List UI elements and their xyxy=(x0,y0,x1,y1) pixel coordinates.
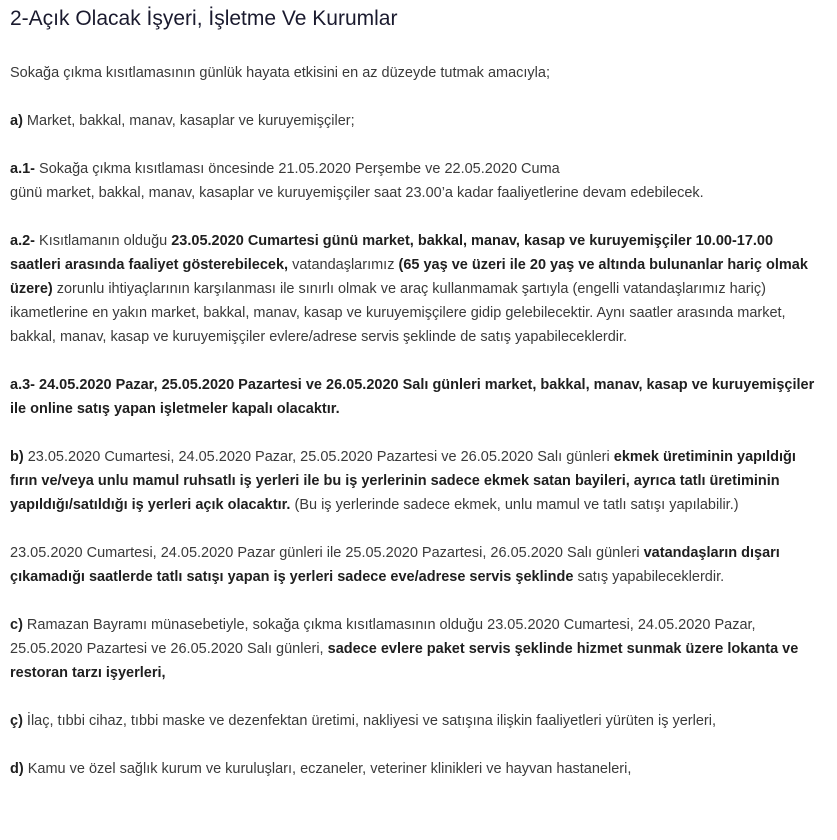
item-a2-text-3: zorunlu ihtiyaçlarının karşılanması ile sınırlı olmak ve araç kullanmamak şartıyla (engelli vatandaşlarımız hariç) ikametlerine en yakın market, bakkal, manav, kasap ve kuruyemişçilere gidip gelebilecektir. Aynı saatler arasında market, bakkal, manav, kasap ve kuruyemişçiler evlere/adrese servis şeklinde de satış yapabileceklerdir. xyxy=(10,281,786,345)
item-d xyxy=(10,757,827,781)
intro-paragraph: Sokağa çıkma kısıtlamasının günlük hayata etkisini en az düzeyde tutmak amacıyla; xyxy=(10,65,550,81)
spacer xyxy=(10,421,827,445)
item-c-text-1: Ramazan Bayramı münasebetiyle, sokağa çıkma kısıtlamasının olduğu 23.05.2020 Cumartesi, 24.05.2020 Pazar, 25.05.2020 Pazartesi ve 26.05.2020 Salı günleri, xyxy=(10,617,756,657)
spacer xyxy=(10,517,827,541)
item-a1-label: a.1- xyxy=(10,161,35,177)
item-c-bold-1: sadece evlere paket servis şeklinde hizmet sunmak üzere lokanta ve restoran tarzı işyerleri, xyxy=(10,641,799,681)
item-a xyxy=(10,109,827,133)
spacer xyxy=(10,685,827,709)
item-a2 xyxy=(10,229,827,349)
spacer xyxy=(10,589,827,613)
spacer xyxy=(10,205,827,229)
item-c-cedilla xyxy=(10,709,827,733)
item-a2-bold-2: (65 yaş ve üzeri ile 20 yaş ve altında bulunanlar hariç olmak üzere) xyxy=(10,257,808,297)
item-b-extra-text-2: satış yapabileceklerdir. xyxy=(573,569,725,585)
item-a-label: a) xyxy=(10,113,23,129)
item-c xyxy=(10,613,827,685)
item-d-text: Kamu ve özel sağlık kurum ve kuruluşları, eczaneler, veteriner klinikleri ve hayvan hastaneleri, xyxy=(23,761,632,777)
spacer xyxy=(10,349,827,373)
item-b-extra xyxy=(10,541,827,589)
item-a3 xyxy=(10,373,827,421)
item-b-text-2: (Bu iş yerlerinde sadece ekmek, unlu mamul ve tatlı satışı yapılabilir.) xyxy=(290,497,739,513)
item-b-label: b) xyxy=(10,449,24,465)
item-c-cedilla-label: ç) xyxy=(10,713,23,729)
item-a1 xyxy=(10,157,827,205)
item-d-label: d) xyxy=(10,761,24,777)
spacer xyxy=(10,85,827,109)
item-b xyxy=(10,445,827,517)
item-b-extra-text-1: 23.05.2020 Cumartesi, 24.05.2020 Pazar günleri ile 25.05.2020 Pazartesi, 26.05.2020 Salı günleri xyxy=(10,545,644,561)
item-a1-line1: Sokağa çıkma kısıtlaması öncesinde 21.05.2020 Perşembe ve 22.05.2020 Cuma xyxy=(35,161,560,177)
item-b-bold-1: ekmek üretiminin yapıldığı fırın ve/veya unlu mamul ruhsatlı iş yerleri ile bu iş yerlerinin sadece ekmek satan bayileri, ayrıca tatlı üretiminin yapıldığı/satıldığı iş yerleri açık olacaktır. xyxy=(10,449,796,513)
item-c-label: c) xyxy=(10,617,23,633)
section-title: 2-Açık Olacak İşyeri, İşletme Ve Kurumlar xyxy=(10,7,398,30)
spacer xyxy=(10,733,827,757)
item-b-text-1: 23.05.2020 Cumartesi, 24.05.2020 Pazar, 25.05.2020 Pazartesi ve 26.05.2020 Salı günleri xyxy=(23,449,614,465)
item-a2-text-1: Kısıtlamanın olduğu xyxy=(35,233,172,249)
item-b-extra-bold-1: vatandaşların dışarı çıkamadığı saatlerde tatlı satışı yapan iş yerleri sadece eve/adrese servis şeklinde xyxy=(10,545,780,585)
spacer xyxy=(10,133,827,157)
item-c-cedilla-text: İlaç, tıbbi cihaz, tıbbi maske ve dezenfektan üretimi, nakliyesi ve satışına ilişkin faaliyetleri yürüten iş yerleri, xyxy=(22,713,716,729)
item-a2-label: a.2- xyxy=(10,233,35,249)
spacer xyxy=(10,36,827,61)
item-a2-text-2: vatandaşlarımız xyxy=(288,257,399,273)
item-a2-bold-1: 23.05.2020 Cumartesi günü market, bakkal, manav, kasap ve kuruyemişçiler 10.00-17.00 saatleri arasında faaliyet gösterebilecek, xyxy=(10,233,774,273)
item-a-text: Market, bakkal, manav, kasaplar ve kuruyemişçiler; xyxy=(22,113,355,129)
item-a3-text: a.3- 24.05.2020 Pazar, 25.05.2020 Pazartesi ve 26.05.2020 Salı günleri market, bakkal, manav, kasap ve kuruyemişçiler ile online satış yapan işletmeler kapalı olacaktır. xyxy=(10,377,815,417)
item-a1-line2: günü market, bakkal, manav, kasaplar ve kuruyemişçiler saat 23.00’a kadar faaliyetlerine devam edebilecek. xyxy=(10,185,704,201)
